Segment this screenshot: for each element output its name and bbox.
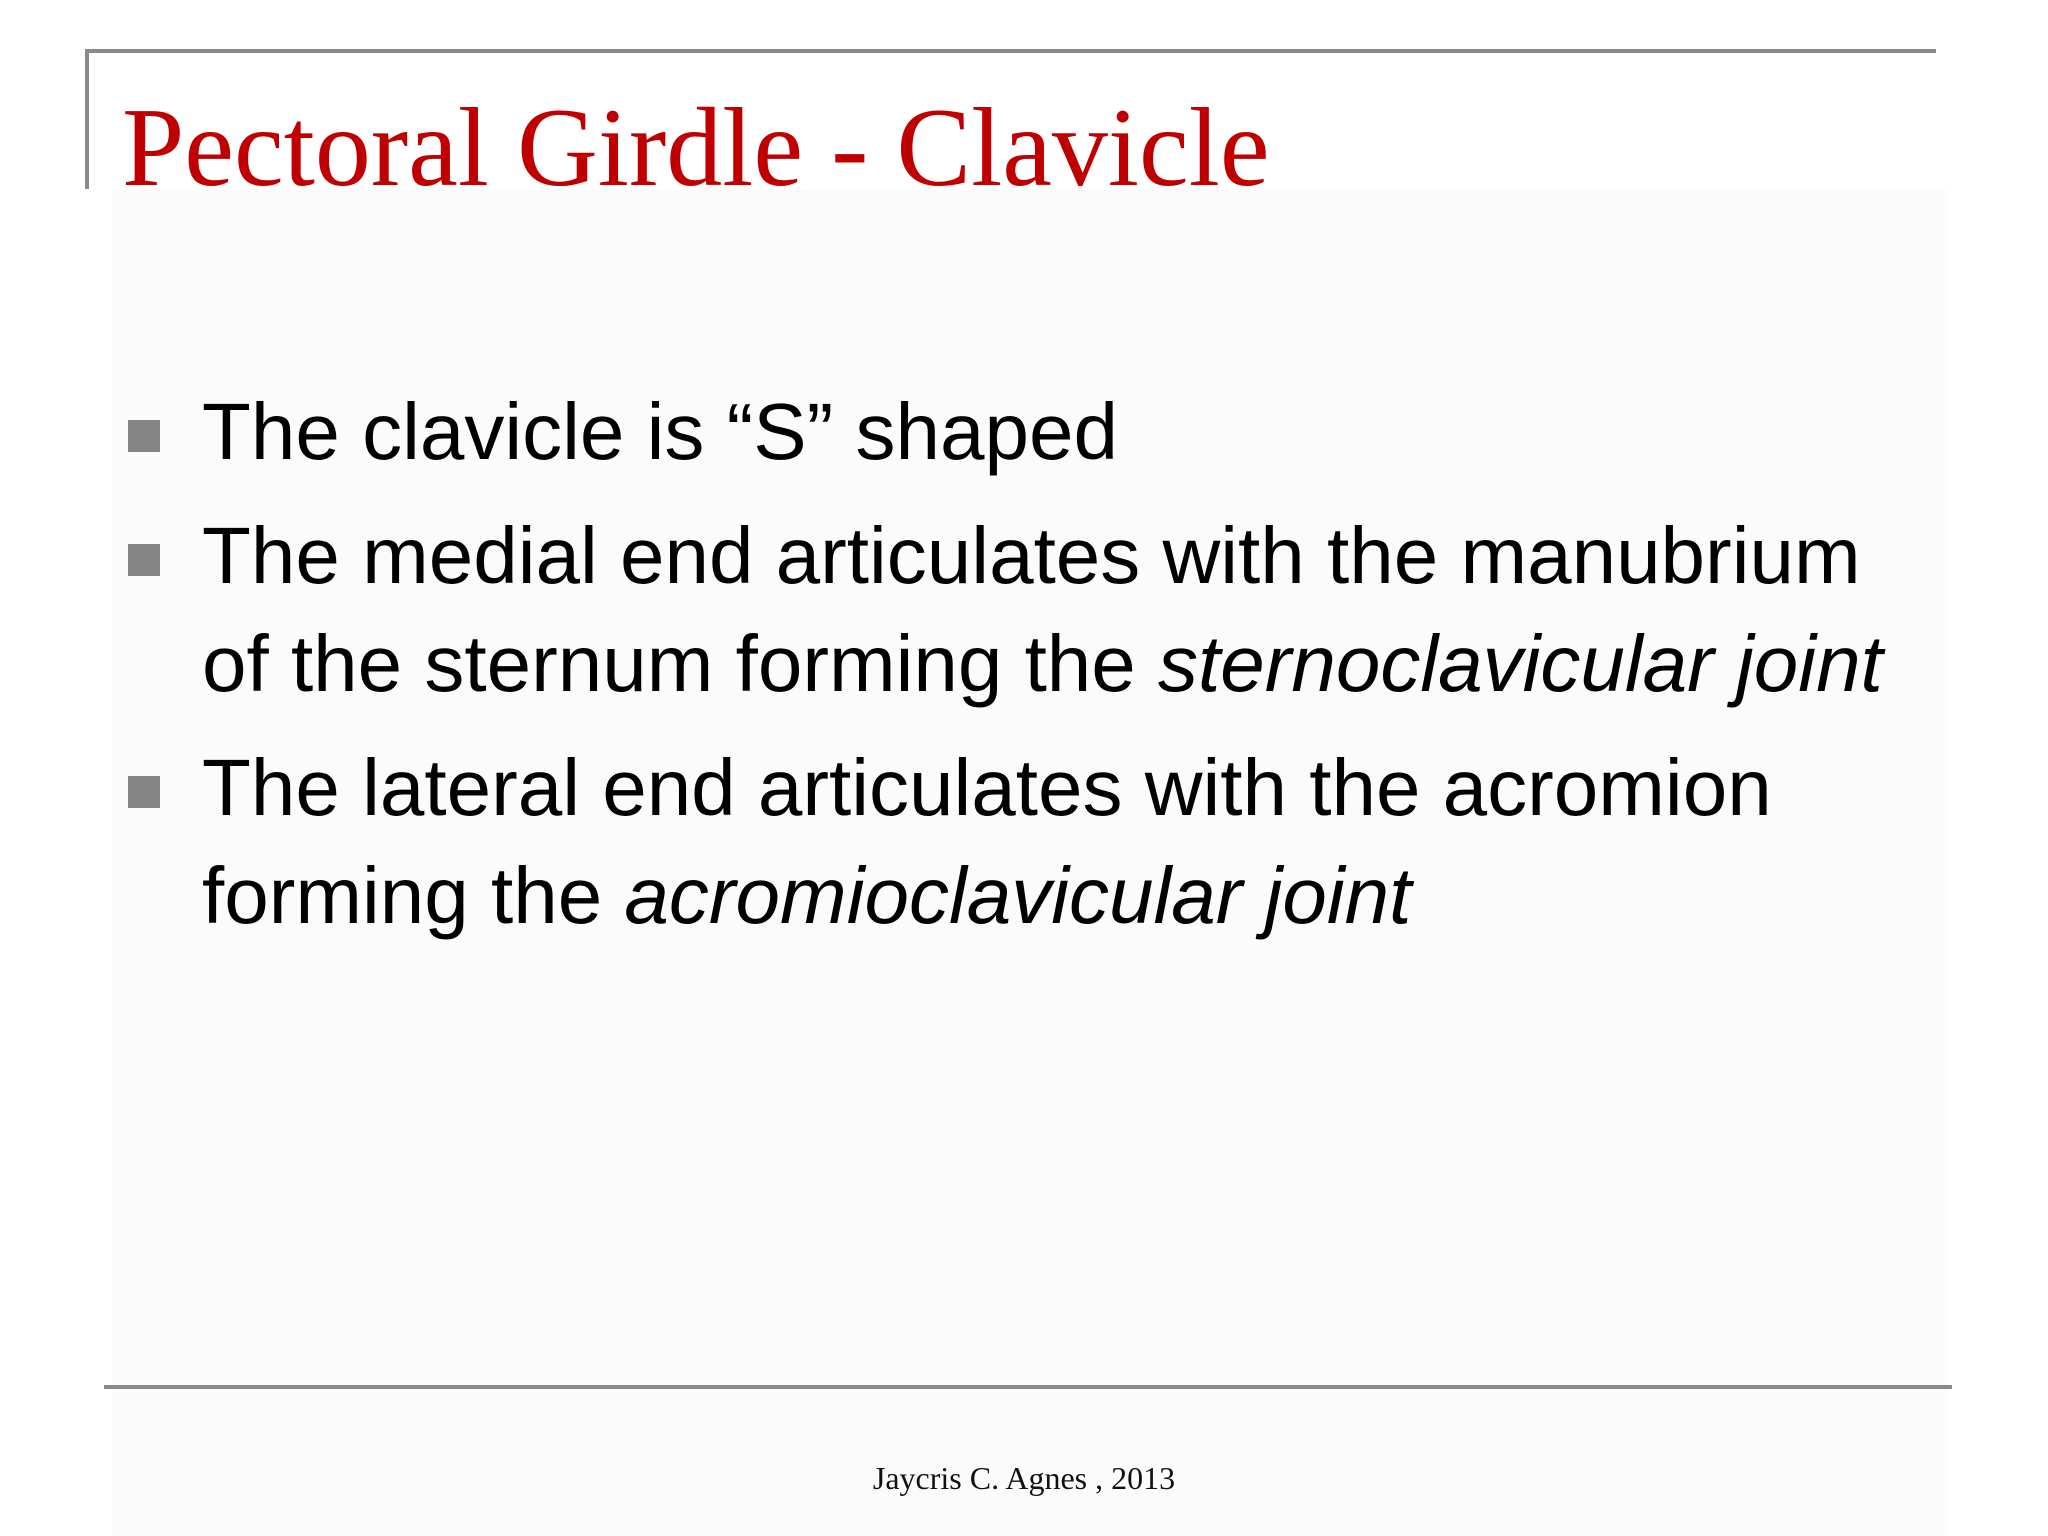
bullet-text [202,511,1883,708]
bullet-item-lateral-end [128,734,1928,950]
bottom-rule [104,1385,1952,1389]
slide-title: Pectoral Girdle - Clavicle [122,86,1270,210]
bullet-list [128,378,1928,966]
bullet-text-main: The lateral end articulates with the acromion forming the [202,743,1772,940]
left-rule [85,49,89,189]
bullet-item-medial-end [128,502,1928,718]
square-bullet-icon [128,420,160,452]
bullet-item-s-shaped [128,378,1928,486]
square-bullet-icon [128,544,160,576]
bullet-text: The clavicle is “S” shaped [202,387,1118,476]
bullet-text-emphasis: acromioclavicular joint [624,851,1412,940]
footer-author-year: Jaycris C. Agnes , 2013 [872,1460,1176,1496]
bullet-text-emphasis: sternoclavicular joint [1158,619,1883,708]
bullet-text [202,743,1772,940]
top-rule [85,49,1936,53]
square-bullet-icon [128,776,160,808]
bullet-text-main: The medial end articulates with the manubrium of the sternum forming the [202,511,1861,708]
